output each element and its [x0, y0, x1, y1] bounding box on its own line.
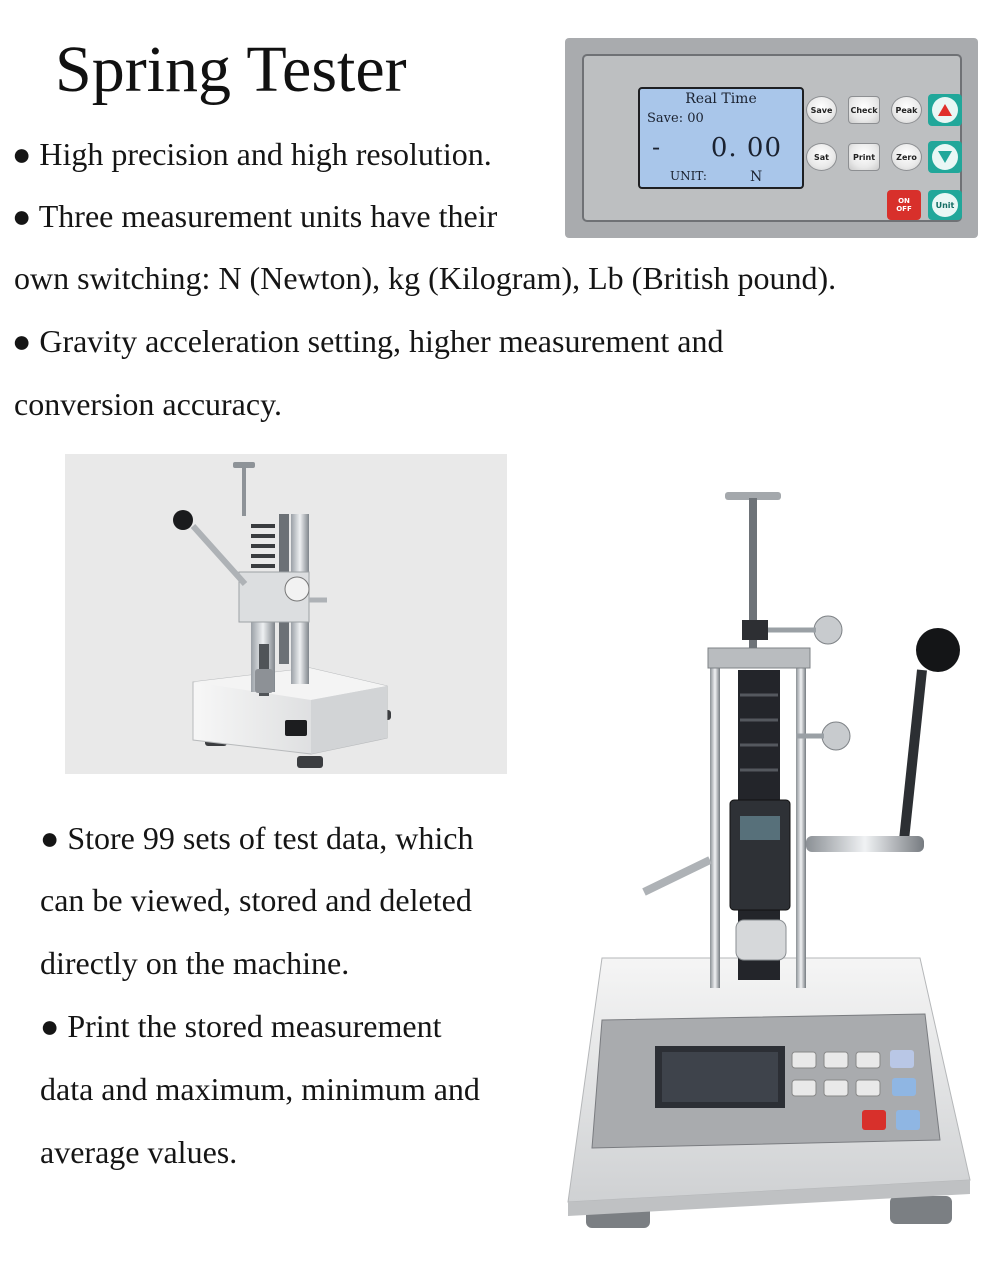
control-panel [565, 38, 978, 238]
check-button[interactable]: Check [848, 96, 880, 124]
up-button[interactable] [928, 94, 962, 126]
feature-line-10: data and maximum, minimum and [40, 1071, 480, 1107]
feature-line-2: ● Three measurement units have their [12, 198, 498, 234]
power-button[interactable] [887, 190, 921, 220]
power-off-label: OFF [896, 205, 912, 213]
set-button[interactable]: Sat [806, 143, 837, 171]
feature-line-4: ● Gravity acceleration setting, higher measurement and [12, 323, 724, 359]
feature-line-5: conversion accuracy. [14, 386, 282, 422]
page-title: Spring Tester [55, 33, 407, 106]
zero-button[interactable]: Zero [891, 143, 922, 171]
control-panel-frame [582, 54, 962, 222]
save-button[interactable]: Save [806, 96, 837, 124]
down-arrow-icon [932, 144, 958, 170]
product-photo-front [560, 480, 980, 1260]
lcd-unit-label: UNIT: [670, 169, 707, 183]
peak-button[interactable]: Peak [891, 96, 922, 124]
feature-line-1: ● High precision and high resolution. [12, 136, 492, 172]
unit-button-label: Unit [932, 193, 958, 217]
print-button[interactable]: Print [848, 143, 880, 171]
product-photo-side [65, 454, 507, 774]
feature-line-8: directly on the machine. [40, 945, 350, 981]
feature-line-3: own switching: N (Newton), kg (Kilogram), Lb (British pound). [14, 260, 837, 296]
power-on-label: ON [898, 197, 910, 205]
down-button[interactable] [928, 141, 962, 173]
lcd-unit-value: N [750, 169, 763, 185]
feature-line-7: can be viewed, stored and deleted [40, 882, 472, 918]
lcd-sign: - [652, 133, 661, 161]
lcd-value: 0. 00 [710, 133, 782, 163]
up-arrow-icon [932, 97, 958, 123]
lcd-display [638, 87, 804, 189]
lcd-save-count: Save: 00 [647, 111, 704, 126]
feature-line-9: ● Print the stored measurement [40, 1008, 442, 1044]
feature-line-6: ● Store 99 sets of test data, which [40, 820, 474, 856]
unit-button[interactable] [928, 190, 962, 220]
feature-line-11: average values. [40, 1134, 238, 1170]
lcd-header: Real Time [685, 91, 757, 107]
